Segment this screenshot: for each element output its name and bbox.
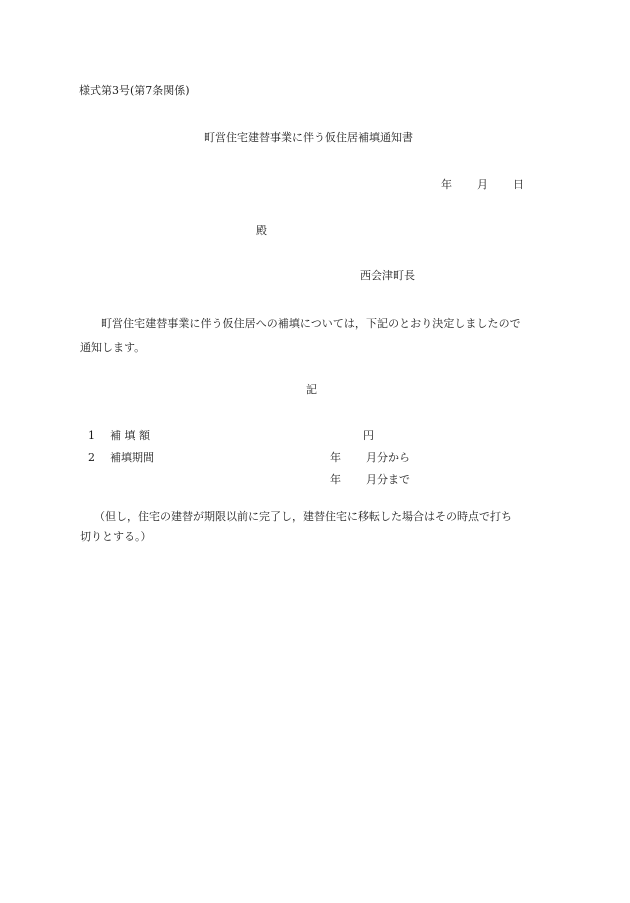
body-line-2: 通知します。 [80,341,146,354]
amount-unit: 円 [363,429,374,442]
item-number: 2 [88,451,95,464]
sender-name: 西会津町長 [360,269,415,282]
period-to-month: 月分まで [366,473,410,486]
period-from-year: 年 [330,451,341,464]
date-day: 日 [513,178,524,191]
note-line-2: 切りとする。） [80,530,152,543]
date-month: 月 [477,178,488,191]
item-number: 1 [88,429,95,442]
date-year: 年 [441,178,452,191]
form-number: 様式第3号(第7条関係) [79,84,190,97]
note-line-1: （但し，住宅の建替が期限以前に完了し，建替住宅に移転した場合はその時点で打ち [94,510,512,523]
period-from-month: 月分から [366,451,410,464]
item-label: 補填期間 [110,451,154,464]
ki-heading: 記 [306,383,317,396]
document-title: 町営住宅建替事業に伴う仮住居補填通知書 [204,131,413,144]
body-line-1: 町営住宅建替事業に伴う仮住居への補填については，下記のとおり決定しましたので [101,317,521,330]
addressee-suffix: 殿 [256,224,267,237]
period-to-year: 年 [330,473,341,486]
item-label: 補 填 額 [110,429,150,442]
